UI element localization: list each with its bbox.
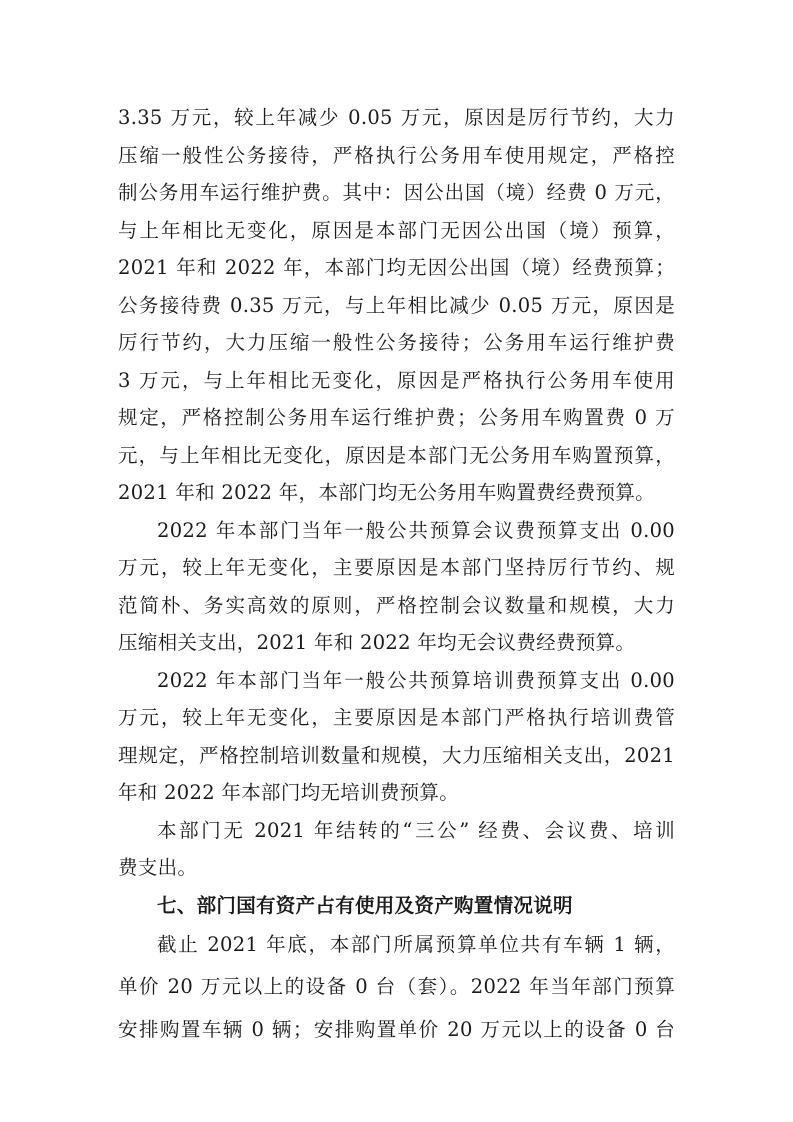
- text-line: 单价 20 万元以上的设备 0 台（套）。2022 年当年部门预算: [118, 975, 675, 998]
- text-line: 安排购置车辆 0 辆；安排购置单价 20 万元以上的设备 0 台: [118, 1018, 675, 1041]
- text-line: 费支出。: [118, 856, 198, 879]
- paragraph-first-line: 本部门无 2021 年结转的“三公” 经费、会议费、培训: [157, 818, 675, 842]
- text-line: 公务接待费 0.35 万元，与上年相比减少 0.05 万元，原因是: [118, 293, 675, 317]
- text-line: 理规定，严格控制培训数量和规模，大力压缩相关支出，2021: [118, 743, 675, 767]
- text-line: 3.35 万元，较上年减少 0.05 万元，原因是厉行节约，大力: [118, 106, 675, 129]
- text-line: 万元，较上年无变化，主要原因是本部门严格执行培训费管: [118, 706, 675, 729]
- paragraph-first-line: 截止 2021 年底，本部门所属预算单位共有车辆 1 辆，: [157, 933, 675, 956]
- text-line: 规定，严格控制公务用车运行维护费；公务用车购置费 0 万: [118, 406, 675, 429]
- text-line: 年和 2022 年本部门均无培训费预算。: [118, 781, 460, 804]
- text-line: 制公务用车运行维护费。其中：因公出国（境）经费 0 万元，: [118, 181, 675, 204]
- text-line: 万元，较上年无变化，主要原因是本部门坚持厉行节约、规: [118, 556, 675, 579]
- text-line: 2021 年和 2022 年，本部门均无公务用车购置费经费预算。: [118, 481, 655, 504]
- text-line: 厉行节约，大力压缩一般性公务接待；公务用车运行维护费: [118, 331, 675, 354]
- paragraph-first-line: 2022 年本部门当年一般公共预算培训费预算支出 0.00: [157, 668, 675, 692]
- section-heading: 七、部门国有资产占有使用及资产购置情况说明: [157, 893, 573, 917]
- text-line: 2021 年和 2022 年，本部门均无因公出国（境）经费预算；: [118, 256, 675, 279]
- text-line: 与上年相比无变化，原因是本部门无因公出国（境）预算，: [118, 218, 675, 242]
- text-line: 压缩一般性公务接待，严格执行公务用车使用规定，严格控: [118, 143, 675, 167]
- paragraph-first-line: 2022 年本部门当年一般公共预算会议费预算支出 0.00: [157, 518, 675, 542]
- text-line: 压缩相关支出，2021 年和 2022 年均无会议费经费预算。: [118, 631, 636, 654]
- text-line: 3 万元，与上年相比无变化，原因是严格执行公务用车使用: [118, 368, 675, 392]
- text-line: 范简朴、务实高效的原则，严格控制会议数量和规模，大力: [118, 593, 675, 617]
- text-line: 元，与上年相比无变化，原因是本部门无公务用车购置预算，: [118, 443, 675, 467]
